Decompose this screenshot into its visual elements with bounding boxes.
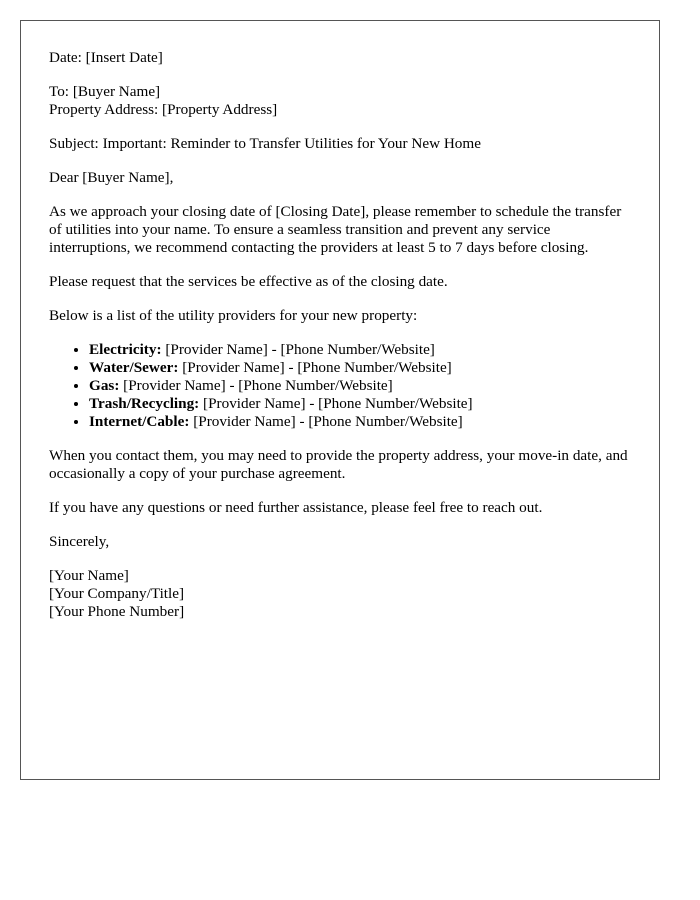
signature-company-title: [Your Company/Title] <box>49 585 185 602</box>
provider-label: Trash/Recycling: <box>89 395 200 412</box>
recipient-to-line: To: [Buyer Name] <box>49 83 161 100</box>
letter-document <box>20 20 660 780</box>
provider-label: Gas: <box>89 377 120 394</box>
signature-block <box>49 567 631 621</box>
salutation: Dear [Buyer Name], <box>49 169 174 186</box>
provider-label: Electricity: <box>89 341 162 358</box>
effective-date-paragraph: Please request that the services be effective as of the closing date. <box>49 273 448 290</box>
closing-line: Sincerely, <box>49 533 110 550</box>
list-item-internet-cable <box>89 413 631 431</box>
provider-details: [Provider Name] - [Phone Number/Website] <box>189 413 463 430</box>
utility-provider-list <box>49 341 631 431</box>
date-line: Date: [Insert Date] <box>49 49 163 66</box>
provider-details: [Provider Name] - [Phone Number/Website] <box>161 341 435 358</box>
provider-list-intro: Below is a list of the utility providers for your new property: <box>49 307 418 324</box>
provider-details: [Provider Name] - [Phone Number/Website] <box>178 359 452 376</box>
list-item-trash-recycling <box>89 395 631 413</box>
list-item-water-sewer <box>89 359 631 377</box>
provider-details: [Provider Name] - [Phone Number/Website] <box>119 377 393 394</box>
property-address-line: Property Address: [Property Address] <box>49 101 278 118</box>
signature-name: [Your Name] <box>49 567 129 584</box>
provider-label: Internet/Cable: <box>89 413 190 430</box>
recipient-block <box>49 83 631 119</box>
list-item-electricity <box>89 341 631 359</box>
contact-paragraph: When you contact them, you may need to provide the property address, your move-in date, and occasionally a copy of your purchase agreement. <box>49 447 628 482</box>
signature-phone: [Your Phone Number] <box>49 603 185 620</box>
intro-paragraph: As we approach your closing date of [Closing Date], please remember to schedule the transfer of utilities into your name. To ensure a seamless transition and prevent any service interruptions, we recommend contacting the providers at least 5 to 7 days before closing. <box>49 203 622 256</box>
subject-line: Subject: Important: Reminder to Transfer Utilities for Your New Home <box>49 135 481 152</box>
provider-details: [Provider Name] - [Phone Number/Website] <box>199 395 473 412</box>
provider-label: Water/Sewer: <box>89 359 179 376</box>
list-item-gas <box>89 377 631 395</box>
questions-paragraph: If you have any questions or need further assistance, please feel free to reach out. <box>49 499 543 516</box>
